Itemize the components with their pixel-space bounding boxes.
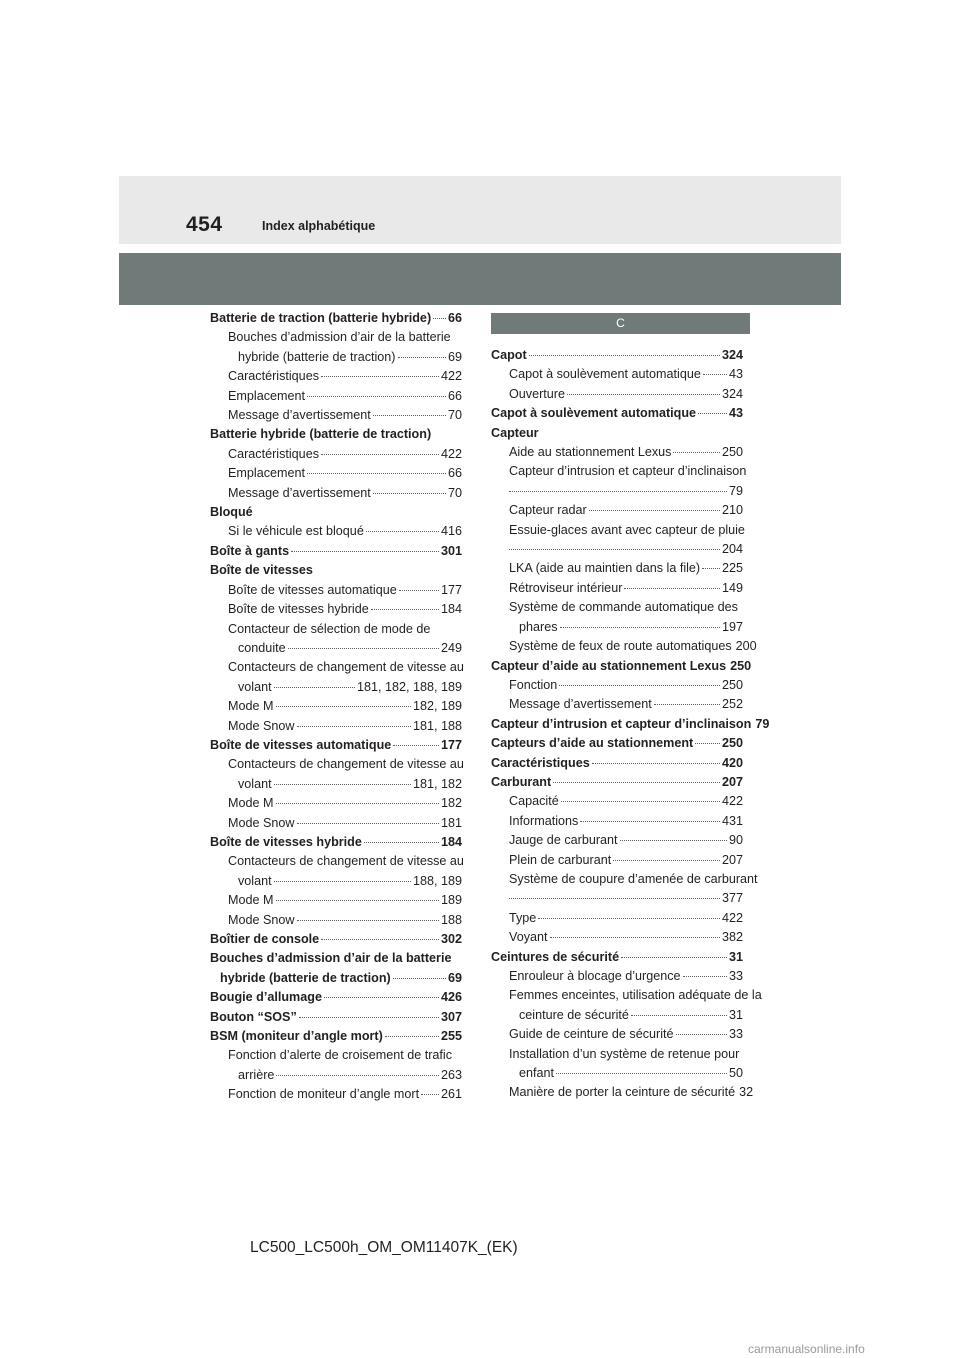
index-page-ref: 177: [440, 582, 462, 597]
index-page-ref: 301: [440, 543, 462, 558]
leader-dots: [373, 414, 446, 416]
index-page-ref: 184: [440, 834, 462, 849]
index-subentry: [491, 812, 743, 831]
index-page-ref: 33: [728, 969, 743, 983]
leader-dots: [274, 880, 411, 882]
leader-dots: [297, 822, 439, 824]
index-page-ref: 177: [440, 737, 462, 752]
index-subentry: [210, 581, 462, 600]
index-subentry-continued: [491, 1006, 743, 1025]
index-term: Capot: [491, 348, 527, 362]
index-subentry: [491, 831, 743, 850]
index-term: Caractéristiques: [228, 446, 319, 461]
index-term: volant: [238, 679, 272, 694]
index-term: Fonction de moniteur d’angle mort: [228, 1087, 420, 1102]
index-term: Emplacement: [228, 388, 305, 403]
index-page-ref: 31: [728, 1007, 743, 1022]
leader-dots: [631, 1014, 727, 1016]
index-subentry: [210, 328, 462, 347]
index-entry: [491, 404, 743, 423]
index-term: volant: [238, 776, 272, 791]
index-term: Bloqué: [210, 505, 253, 520]
index-term: Mode Snow: [228, 718, 295, 733]
index-page-ref: 181: [440, 815, 462, 830]
watermark: carmanualsonline.info: [748, 1342, 865, 1356]
index-page-ref: 33: [728, 1027, 743, 1042]
leader-dots: [673, 451, 720, 453]
leader-dots: [385, 1035, 439, 1037]
index-term: Boîte à gants: [210, 543, 290, 558]
index-term: Mode M: [228, 796, 274, 811]
index-subentry: [491, 501, 743, 520]
leader-dots: [703, 373, 727, 375]
index-subentry: [491, 385, 743, 404]
index-subentry: [491, 909, 743, 928]
index-heading: [491, 424, 743, 443]
leader-dots: [509, 548, 720, 550]
index-page-ref: 50: [728, 1066, 743, 1081]
index-page-ref: 197: [721, 619, 743, 634]
index-page-ref: 422: [721, 910, 743, 925]
index-page-ref: 422: [721, 794, 743, 809]
index-page-ref: 250: [730, 658, 752, 673]
index-term: Batterie hybride (batterie de traction): [210, 427, 432, 442]
index-subentry: [491, 365, 743, 384]
index-term: Mode Snow: [228, 912, 295, 927]
index-term: Emplacement: [228, 466, 305, 481]
index-subentry: [491, 967, 743, 986]
index-column-left: [210, 309, 462, 1105]
index-entry: [491, 734, 743, 753]
index-term: Boîte de vitesses hybride: [210, 834, 362, 849]
index-page-ref: 66: [447, 311, 462, 325]
index-term: Informations: [509, 813, 579, 828]
index-term: enfant: [519, 1066, 555, 1081]
index-term: Jauge de carburant: [509, 833, 618, 848]
index-term: Installation d’un système de retenue pour: [509, 1046, 740, 1061]
index-subentry: [210, 522, 462, 541]
index-term: Boîte de vitesses automatique: [228, 582, 397, 597]
index-page-ref: 431: [721, 813, 743, 828]
index-page-ref: 210: [721, 503, 743, 518]
index-subentry-continued: [210, 348, 462, 367]
index-term: Rétroviseur intérieur: [509, 580, 623, 595]
index-subentry: [491, 1045, 743, 1064]
index-page-ref: 426: [440, 990, 462, 1005]
index-page-ref: 32: [739, 1085, 754, 1100]
index-subentry: [491, 695, 743, 714]
index-subentry: [210, 445, 462, 464]
leader-dots: [567, 393, 720, 395]
leader-dots: [366, 530, 439, 532]
index-subentry-continued: [210, 1066, 462, 1085]
index-term: Contacteurs de changement de vitesse au: [228, 660, 464, 675]
index-entry: [210, 1008, 462, 1027]
leader-dots: [321, 375, 439, 377]
index-subentry: [491, 462, 747, 481]
index-term: BSM (moniteur d’angle mort): [210, 1029, 383, 1044]
leader-dots: [589, 509, 720, 511]
index-page-ref: 66: [447, 466, 462, 481]
index-subentry: [491, 986, 762, 1005]
leader-dots: [307, 395, 446, 397]
leader-dots: [288, 647, 439, 649]
index-term: Fonction: [509, 677, 558, 692]
index-page-ref: 79: [728, 483, 743, 498]
index-entry: [210, 309, 462, 328]
index-entry: [210, 736, 462, 755]
index-entry: [210, 1027, 462, 1046]
index-term: Manière de porter la ceinture de sécurité: [509, 1085, 736, 1100]
index-entry-continued: [210, 969, 462, 988]
index-term: Bouches d’admission d’air de la batterie: [210, 951, 452, 966]
index-entry: [491, 754, 743, 773]
index-term: phares: [519, 619, 558, 634]
index-page-ref: 43: [728, 406, 743, 421]
index-entry: [491, 773, 743, 792]
index-subentry: [491, 676, 743, 695]
index-subentry: [210, 600, 462, 619]
index-subentry: [210, 658, 462, 677]
index-term: Fonction d’alerte de croisement de trafic: [228, 1048, 453, 1063]
index-page-ref: 182, 189: [412, 699, 462, 714]
index-entry: [210, 833, 462, 852]
index-page-ref: 69: [447, 970, 462, 985]
leader-dots: [561, 800, 720, 802]
index-term: Capteur d’intrusion et capteur d’inclinaison: [509, 464, 747, 479]
leader-dots: [698, 412, 727, 414]
index-page-ref: 249: [440, 640, 462, 655]
index-term: Bouches d’admission d’air de la batterie: [228, 330, 451, 345]
index-subentry: [491, 870, 758, 889]
index-subentry: [491, 598, 743, 617]
index-entry: [491, 346, 743, 365]
index-subentry: [491, 637, 757, 656]
index-page-ref: 252: [721, 697, 743, 712]
index-heading: [210, 561, 462, 580]
leader-dots: [398, 356, 446, 358]
index-page-ref: 188, 189: [412, 873, 462, 888]
index-term: Plein de carburant: [509, 852, 612, 867]
index-term: hybride (batterie de traction): [238, 349, 396, 364]
leader-dots: [274, 686, 355, 688]
leader-dots: [559, 684, 720, 686]
index-term: Message d’avertissement: [228, 408, 371, 423]
index-page-ref: 302: [440, 932, 462, 946]
index-page-ref: 422: [440, 369, 462, 384]
leader-dots: [276, 1074, 439, 1076]
index-subentry: [210, 406, 462, 425]
leader-dots: [321, 453, 439, 455]
leader-dots: [299, 1016, 439, 1018]
index-term: Contacteurs de changement de vitesse au: [228, 854, 464, 869]
index-page-ref: 420: [721, 755, 743, 770]
index-page-ref: 207: [721, 852, 743, 867]
index-subentry-continued: [210, 775, 462, 794]
index-subentry: [210, 852, 462, 871]
index-page-ref: 422: [440, 446, 462, 461]
index-term: hybride (batterie de traction): [220, 970, 391, 985]
index-subentry: [210, 755, 462, 774]
index-term: Contacteur de sélection de mode de: [228, 621, 431, 636]
header-band: [119, 176, 841, 244]
index-page-ref: 261: [440, 1087, 462, 1102]
index-term: Capacité: [509, 794, 559, 809]
index-page-ref: 416: [440, 524, 462, 539]
index-subentry: [491, 579, 743, 598]
index-term: Capteur: [491, 425, 539, 440]
leader-dots: [433, 317, 446, 319]
index-page-ref: 66: [447, 388, 462, 403]
index-page-ref: 184: [440, 602, 462, 617]
index-term: Ceintures de sécurité: [491, 949, 620, 964]
leader-dots: [620, 839, 727, 841]
leader-dots: [553, 781, 720, 783]
index-page-ref: 200: [735, 639, 757, 654]
index-term: Boîtier de console: [210, 932, 320, 946]
leader-dots: [592, 762, 720, 764]
index-page-ref: 263: [440, 1067, 462, 1082]
index-term: Guide de ceinture de sécurité: [509, 1027, 674, 1042]
index-term: Capot à soulèvement automatique: [491, 406, 697, 421]
index-page-ref: 382: [721, 930, 743, 945]
index-term: Message d’avertissement: [509, 697, 652, 712]
index-subentry: [210, 891, 462, 910]
index-term: Enrouleur à blocage d’urgence: [509, 969, 681, 983]
index-subentry: [491, 928, 743, 947]
leader-dots: [399, 589, 439, 591]
chapter-band: [119, 253, 841, 305]
index-term: Mode M: [228, 893, 274, 908]
leader-dots: [560, 626, 720, 628]
leader-dots: [654, 703, 720, 705]
page-number: 454: [186, 213, 223, 236]
leader-dots: [321, 938, 439, 940]
index-term: volant: [238, 873, 272, 888]
index-subentry: [491, 1025, 743, 1044]
index-heading: [210, 425, 462, 444]
leader-dots: [676, 1033, 727, 1035]
leader-dots: [393, 977, 446, 979]
index-page-ref: 188: [440, 912, 462, 927]
index-term: Caractéristiques: [228, 369, 319, 384]
leader-dots: [509, 897, 720, 899]
index-page-ref: 324: [721, 386, 743, 401]
letter-heading-c: C: [491, 313, 750, 334]
index-term: Si le véhicule est bloqué: [228, 524, 364, 539]
index-subentry: [210, 1085, 462, 1104]
leader-dots: [393, 744, 439, 746]
index-page-ref: 255: [440, 1029, 462, 1044]
index-page-ref: 250: [721, 677, 743, 692]
index-column-right: [491, 309, 770, 1103]
index-term: Système de feux de route automatiques: [509, 639, 732, 654]
index-subentry: [210, 620, 462, 639]
index-term: Caractéristiques: [491, 755, 590, 770]
index-entry: [491, 657, 752, 676]
index-subentry: [210, 387, 462, 406]
index-page-ref: 79: [755, 716, 770, 731]
index-page-ref: 149: [721, 580, 743, 595]
index-term: Carburant: [491, 774, 552, 789]
index-term: Capteur d’aide au stationnement Lexus: [491, 658, 727, 673]
index-subentry: [210, 484, 462, 503]
leader-dots: [702, 567, 720, 569]
index-page-ref: 324: [721, 348, 743, 362]
index-term: Système de commande automatique des: [509, 600, 738, 615]
leader-dots: [509, 490, 727, 492]
index-subentry: [210, 814, 462, 833]
leader-dots: [373, 492, 446, 494]
index-subentry: [491, 443, 743, 462]
index-term: ceinture de sécurité: [519, 1007, 629, 1022]
index-entry: [491, 948, 743, 967]
index-entry: [210, 930, 462, 949]
index-term: Boîte de vitesses: [210, 563, 313, 578]
leader-dots: [276, 802, 439, 804]
leader-dots: [613, 859, 720, 861]
index-subentry-continued: [491, 1064, 743, 1083]
index-term: Voyant: [509, 930, 548, 945]
index-entry: [210, 542, 462, 561]
leader-dots: [580, 820, 720, 822]
index-term: Système de coupure d’amenée de carburant: [509, 871, 758, 886]
leader-dots: [421, 1093, 439, 1095]
index-term: Aide au stationnement Lexus: [509, 445, 672, 460]
index-term: Capot à soulèvement automatique: [509, 367, 701, 382]
index-page-ref: 307: [440, 1009, 462, 1024]
index-term: Capteurs d’aide au stationnement: [491, 736, 694, 751]
index-subentry: [491, 792, 743, 811]
index-subentry: [491, 851, 743, 870]
index-page-ref: 181, 182: [412, 776, 462, 791]
index-term: Batterie de traction (batterie hybride): [210, 311, 432, 325]
index-term: arrière: [238, 1067, 275, 1082]
leader-dots: [324, 996, 439, 998]
index-term: Bougie d’allumage: [210, 990, 322, 1005]
index-page-ref: 182: [440, 796, 462, 811]
index-heading: [210, 949, 462, 968]
index-heading: [210, 503, 462, 522]
index-subentry-continued: [210, 678, 462, 697]
index-term: Femmes enceintes, utilisation adéquate de la: [509, 988, 762, 1003]
index-entry: [491, 715, 770, 734]
document-code: LC500_LC500h_OM_OM11407K_(EK): [250, 1239, 518, 1256]
leader-dots: [307, 472, 446, 474]
index-subentry: [210, 717, 462, 736]
index-subentry-continued: [491, 889, 743, 908]
index-page-ref: 225: [721, 561, 743, 576]
leader-dots: [297, 725, 411, 727]
index-subentry-continued: [210, 639, 462, 658]
index-term: conduite: [238, 640, 286, 655]
section-title: Index alphabétique: [262, 219, 376, 233]
index-term: Capteur d’intrusion et capteur d’inclinaison: [491, 716, 752, 731]
leader-dots: [556, 1072, 727, 1074]
index-subentry-continued: [491, 618, 743, 637]
index-subentry: [491, 1083, 754, 1102]
index-page-ref: 31: [728, 949, 743, 964]
index-page-ref: 69: [447, 349, 462, 364]
leader-dots: [550, 936, 720, 938]
index-subentry: [210, 464, 462, 483]
index-page-ref: 43: [728, 367, 743, 382]
index-entries-c: [491, 346, 770, 1103]
leader-dots: [624, 587, 720, 589]
index-subentry: [210, 367, 462, 386]
index-subentry: [210, 911, 462, 930]
index-page-ref: 90: [728, 833, 743, 848]
index-page-ref: 250: [721, 445, 743, 460]
index-page-ref: 377: [721, 891, 743, 906]
index-subentry: [491, 559, 743, 578]
leader-dots: [538, 917, 720, 919]
index-term: Boîte de vitesses automatique: [210, 737, 392, 752]
index-page-ref: 70: [447, 485, 462, 500]
index-term: Bouton “SOS”: [210, 1009, 297, 1024]
index-page-ref: 207: [721, 774, 743, 789]
leader-dots: [371, 608, 439, 610]
index-term: Mode M: [228, 699, 274, 714]
index-term: Mode Snow: [228, 815, 295, 830]
index-page-ref: 204: [721, 542, 743, 557]
index-page-ref: 181, 182, 188, 189: [356, 679, 462, 694]
index-term: Capteur radar: [509, 503, 587, 518]
index-page-ref: 189: [440, 893, 462, 908]
index-subentry: [210, 1046, 462, 1065]
leader-dots: [529, 354, 720, 356]
leader-dots: [621, 956, 727, 958]
index-page-ref: 181, 188: [412, 718, 462, 733]
leader-dots: [297, 919, 439, 921]
index-page-ref: 250: [721, 736, 743, 751]
index-page-ref: 70: [447, 408, 462, 423]
leader-dots: [364, 841, 439, 843]
index-term: Type: [509, 910, 537, 925]
index-subentry-continued: [210, 872, 462, 891]
index-subentry: [491, 521, 743, 540]
index-subentry-continued: [491, 540, 743, 559]
index-term: Contacteurs de changement de vitesse au: [228, 757, 464, 772]
leader-dots: [695, 742, 720, 744]
index-term: Ouverture: [509, 386, 565, 401]
index-term: Essuie-glaces avant avec capteur de pluie: [509, 522, 745, 537]
leader-dots: [276, 899, 439, 901]
index-term: Message d’avertissement: [228, 485, 371, 500]
leader-dots: [276, 705, 411, 707]
index-subentry: [210, 794, 462, 813]
index-term: LKA (aide au maintien dans la file): [509, 561, 701, 576]
leader-dots: [274, 783, 411, 785]
leader-dots: [683, 975, 727, 977]
index-entry: [210, 988, 462, 1007]
index-subentry: [210, 697, 462, 716]
index-subentry-continued: [491, 482, 743, 501]
index-term: Boîte de vitesses hybride: [228, 602, 369, 617]
leader-dots: [291, 550, 439, 552]
